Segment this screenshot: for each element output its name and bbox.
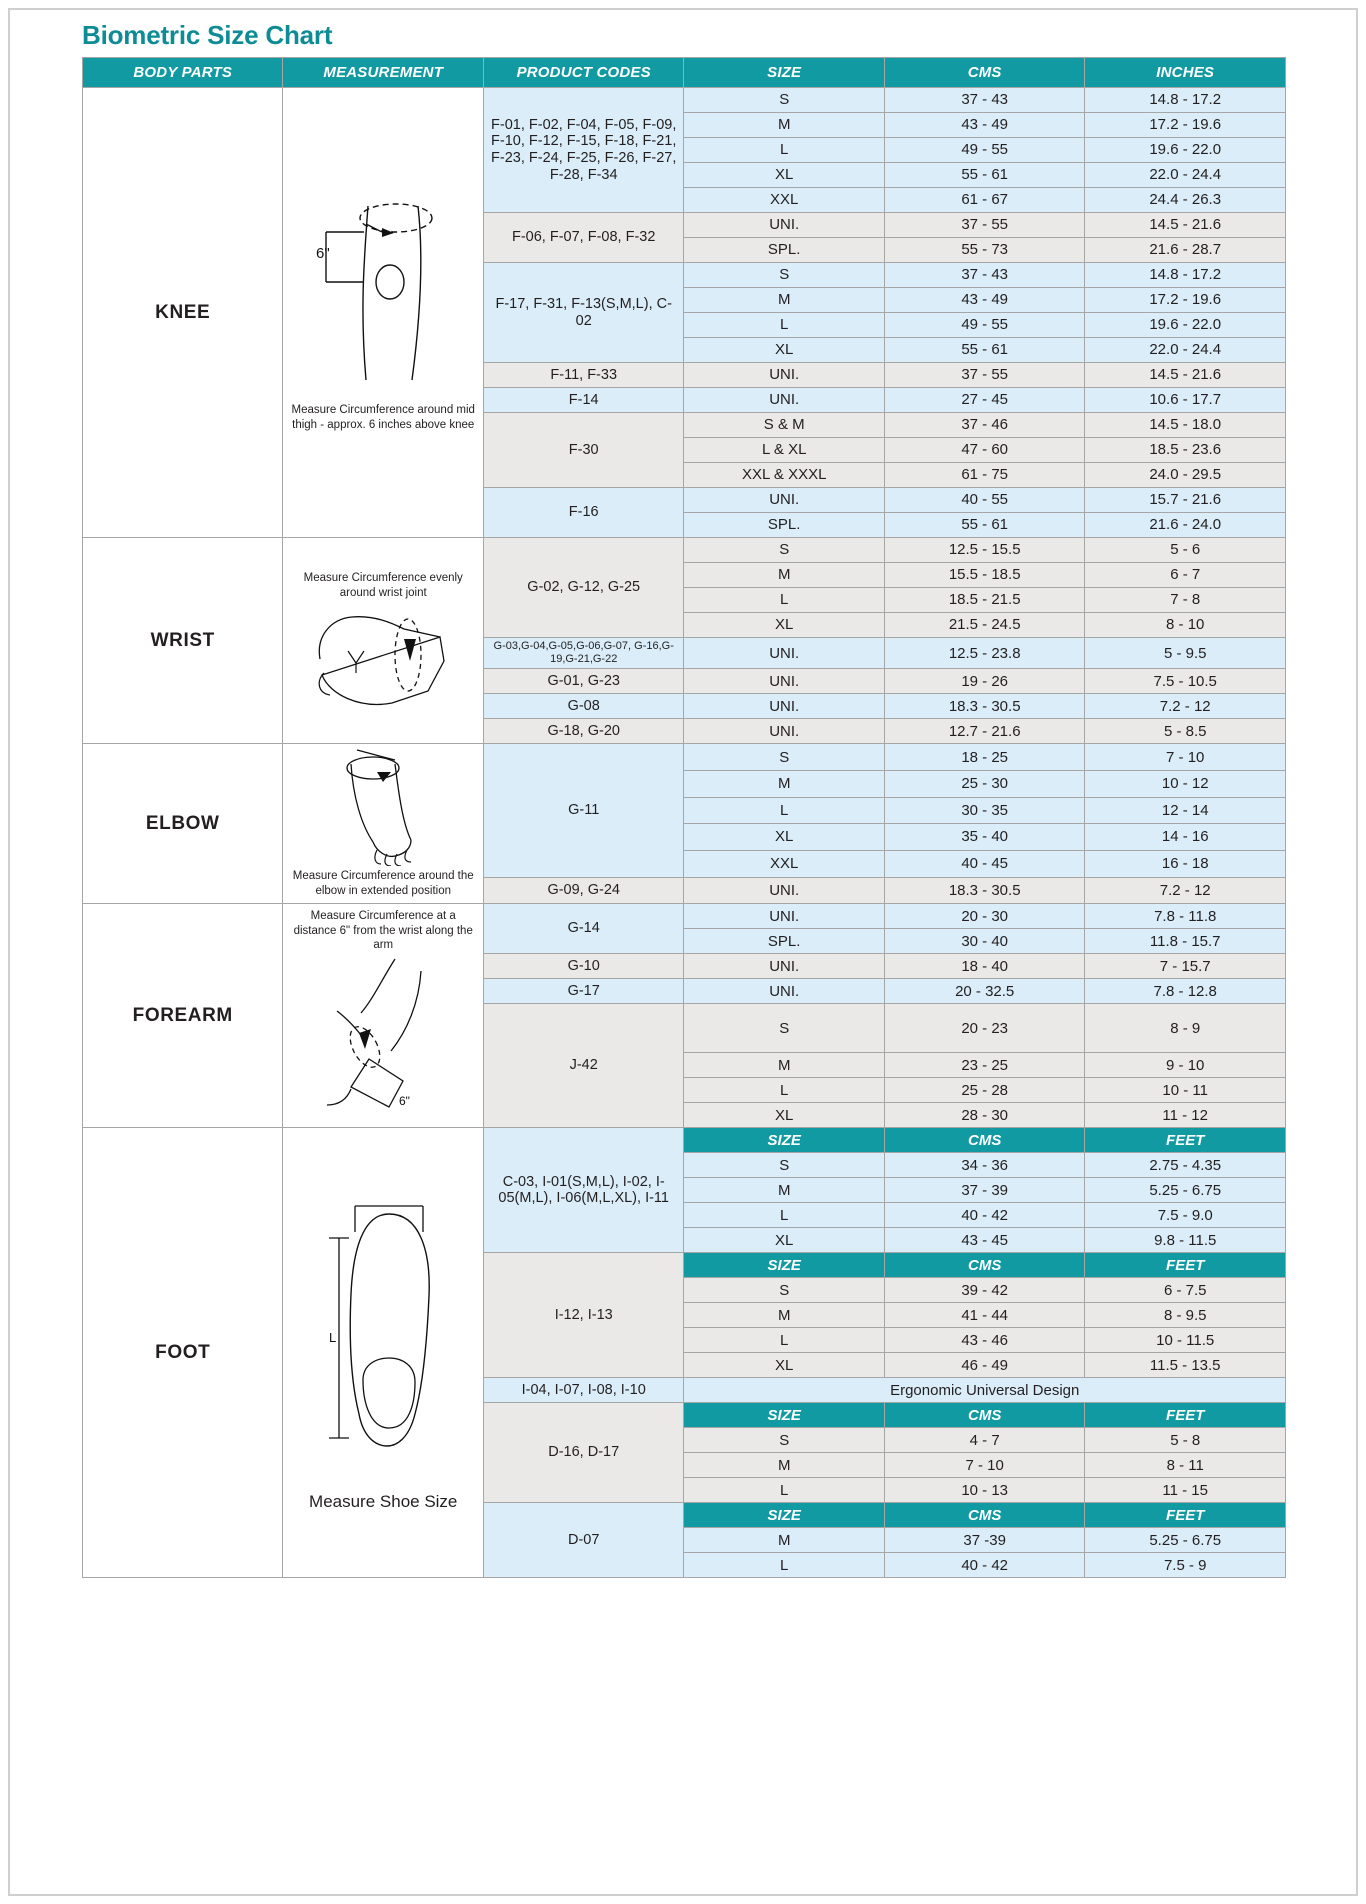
size-cell: M [684,113,884,138]
inches-cell: 10 - 12 [1085,771,1286,798]
cms-cell: 10 - 13 [884,1478,1084,1503]
cms-cell: 28 - 30 [884,1103,1084,1128]
table-row [83,904,1286,929]
subheader-cms: CMS [884,1503,1084,1528]
product-codes-cell: F-11, F-33 [483,363,683,388]
cms-cell: 47 - 60 [884,438,1084,463]
measurement-caption: Measure Circumference at a distance 6" from the wrist along the arm [293,910,473,951]
cms-cell: 55 - 61 [884,338,1084,363]
cms-cell: 30 - 40 [884,929,1084,954]
cms-cell: 40 - 55 [884,488,1084,513]
svg-text:6": 6" [316,245,330,263]
header-size: SIZE [684,58,884,88]
cms-cell: 55 - 61 [884,163,1084,188]
measurement-cell [283,744,483,904]
inches-cell: 5 - 6 [1085,538,1286,563]
cms-cell: 7 - 10 [884,1453,1084,1478]
inches-cell: 14.5 - 21.6 [1085,213,1286,238]
product-codes-cell: I-12, I-13 [483,1253,683,1378]
size-cell: M [684,563,884,588]
cms-cell: 43 - 49 [884,113,1084,138]
size-cell: XL [684,613,884,638]
cms-cell: 15.5 - 18.5 [884,563,1084,588]
size-cell: SPL. [684,929,884,954]
cms-cell: 34 - 36 [884,1153,1084,1178]
cms-cell: 40 - 42 [884,1553,1084,1578]
table-row [83,538,1286,563]
table-row [83,744,1286,771]
subheader-size: SIZE [684,1403,884,1428]
cms-cell: 40 - 45 [884,850,1084,877]
biometric-size-table [82,57,1286,1578]
size-cell: L & XL [684,438,884,463]
size-cell: L [684,1478,884,1503]
size-cell: UNI. [684,904,884,929]
body-part-cell: WRIST [83,538,283,744]
merged-note-cell: Ergonomic Universal Design [684,1378,1286,1403]
inches-cell: 12 - 14 [1085,797,1286,824]
inches-cell: 21.6 - 24.0 [1085,513,1286,538]
inches-cell: 7.2 - 12 [1085,877,1286,904]
size-cell: L [684,138,884,163]
inches-cell: 9 - 10 [1085,1053,1286,1078]
size-cell: M [684,1528,884,1553]
svg-text:6": 6" [399,1094,411,1109]
header-cms: CMS [884,58,1084,88]
measurement-caption: Measure Circumference evenly around wrist joint [303,572,463,599]
cms-cell: 61 - 75 [884,463,1084,488]
cms-cell: 12.5 - 15.5 [884,538,1084,563]
product-codes-cell: G-11 [483,744,683,877]
cms-cell: 18 - 40 [884,954,1084,979]
cms-cell: 21.5 - 24.5 [884,613,1084,638]
cms-cell: 23 - 25 [884,1053,1084,1078]
size-cell: XL [684,338,884,363]
inches-cell: 14.8 - 17.2 [1085,88,1286,113]
product-codes-cell: F-16 [483,488,683,538]
size-cell: L [684,1078,884,1103]
cms-cell: 37 - 55 [884,363,1084,388]
size-cell: M [684,1453,884,1478]
size-cell: S [684,1004,884,1053]
inches-cell: 15.7 - 21.6 [1085,488,1286,513]
inches-cell: 19.6 - 22.0 [1085,138,1286,163]
size-cell: SPL. [684,238,884,263]
table-header-row [83,58,1286,88]
size-cell: L [684,797,884,824]
size-cell: S [684,1428,884,1453]
cms-cell: 37 - 55 [884,213,1084,238]
inches-cell: 7.5 - 10.5 [1085,669,1286,694]
measurement-caption: Measure Shoe Size [309,1492,458,1512]
header-product-codes: PRODUCT CODES [483,58,683,88]
elbow-diagram-icon [303,746,463,866]
body-part-cell: KNEE [83,88,283,538]
inches-cell: 16 - 18 [1085,850,1286,877]
inches-cell: 10 - 11.5 [1085,1328,1286,1353]
cms-cell: 43 - 46 [884,1328,1084,1353]
size-cell: XL [684,1103,884,1128]
cms-cell: 12.5 - 23.8 [884,638,1084,669]
wrist-diagram-icon [308,603,458,713]
inches-cell: 17.2 - 19.6 [1085,113,1286,138]
inches-cell: 7.2 - 12 [1085,694,1286,719]
size-cell: L [684,1553,884,1578]
subheader-feet: FEET [1085,1253,1286,1278]
product-codes-cell: I-04, I-07, I-08, I-10 [483,1378,683,1403]
product-codes-cell: F-17, F-31, F-13(S,M,L), C-02 [483,263,683,363]
size-cell: S [684,538,884,563]
size-cell: S [684,88,884,113]
measurement-cell [283,88,483,538]
cms-cell: 18.5 - 21.5 [884,588,1084,613]
cms-cell: 37 - 43 [884,263,1084,288]
size-cell: UNI. [684,954,884,979]
cms-cell: 49 - 55 [884,138,1084,163]
product-codes-cell: G-01, G-23 [483,669,683,694]
cms-cell: 43 - 49 [884,288,1084,313]
inches-cell: 17.2 - 19.6 [1085,288,1286,313]
size-cell: UNI. [684,979,884,1004]
product-codes-cell: C-03, I-01(S,M,L), I-02, I-05(M,L), I-06(M,L,XL), I-11 [483,1128,683,1253]
cms-cell: 25 - 30 [884,771,1084,798]
product-codes-cell: J-42 [483,1004,683,1128]
inches-cell: 8 - 9.5 [1085,1303,1286,1328]
size-cell: XL [684,824,884,851]
inches-cell: 7 - 10 [1085,744,1286,771]
size-cell: S [684,744,884,771]
cms-cell: 30 - 35 [884,797,1084,824]
inches-cell: 8 - 9 [1085,1004,1286,1053]
size-cell: S [684,1278,884,1303]
inches-cell: 18.5 - 23.6 [1085,438,1286,463]
cms-cell: 39 - 42 [884,1278,1084,1303]
size-cell: SPL. [684,513,884,538]
product-codes-cell: G-18, G-20 [483,719,683,744]
cms-cell: 27 - 45 [884,388,1084,413]
size-cell: UNI. [684,363,884,388]
inches-cell: 24.4 - 26.3 [1085,188,1286,213]
subheader-feet: FEET [1085,1503,1286,1528]
inches-cell: 11 - 12 [1085,1103,1286,1128]
inches-cell: 9.8 - 11.5 [1085,1228,1286,1253]
cms-cell: 12.7 - 21.6 [884,719,1084,744]
cms-cell: 43 - 45 [884,1228,1084,1253]
subheader-feet: FEET [1085,1403,1286,1428]
product-codes-cell: G-09, G-24 [483,877,683,904]
inches-cell: 7 - 15.7 [1085,954,1286,979]
page-title: Biometric Size Chart [82,20,333,50]
foot-diagram-icon [303,1188,463,1488]
body-part-cell: ELBOW [83,744,283,904]
product-codes-cell: D-16, D-17 [483,1403,683,1503]
svg-text:L: L [329,1330,337,1346]
size-cell: M [684,288,884,313]
header-measurement: MEASUREMENT [283,58,483,88]
inches-cell: 22.0 - 24.4 [1085,163,1286,188]
size-cell: XL [684,1353,884,1378]
size-cell: S [684,1153,884,1178]
size-cell: UNI. [684,694,884,719]
inches-cell: 14.5 - 18.0 [1085,413,1286,438]
inches-cell: 8 - 11 [1085,1453,1286,1478]
inches-cell: 6 - 7.5 [1085,1278,1286,1303]
size-cell: XL [684,163,884,188]
inches-cell: 6 - 7 [1085,563,1286,588]
size-cell: UNI. [684,388,884,413]
cms-cell: 37 - 43 [884,88,1084,113]
body-part-cell: FOOT [83,1128,283,1578]
size-cell: M [684,1053,884,1078]
header-inches: INCHES [1085,58,1286,88]
size-cell: S [684,263,884,288]
size-cell: UNI. [684,877,884,904]
inches-cell: 10.6 - 17.7 [1085,388,1286,413]
inches-cell: 5.25 - 6.75 [1085,1528,1286,1553]
product-codes-cell: F-30 [483,413,683,488]
inches-cell: 5 - 8.5 [1085,719,1286,744]
size-cell: XXL [684,850,884,877]
product-codes-cell: F-06, F-07, F-08, F-32 [483,213,683,263]
product-codes-cell: G-17 [483,979,683,1004]
size-cell: UNI. [684,669,884,694]
body-part-cell: FOREARM [83,904,283,1128]
inches-cell: 8 - 10 [1085,613,1286,638]
inches-cell: 7.5 - 9 [1085,1553,1286,1578]
size-cell: M [684,1178,884,1203]
cms-cell: 37 -39 [884,1528,1084,1553]
size-cell: M [684,1303,884,1328]
cms-cell: 49 - 55 [884,313,1084,338]
inches-cell: 11.8 - 15.7 [1085,929,1286,954]
inches-cell: 14 - 16 [1085,824,1286,851]
product-codes-cell: F-14 [483,388,683,413]
size-cell: XXL [684,188,884,213]
subheader-feet: FEET [1085,1128,1286,1153]
cms-cell: 20 - 32.5 [884,979,1084,1004]
size-cell: XL [684,1228,884,1253]
product-codes-cell: G-02, G-12, G-25 [483,538,683,638]
cms-cell: 35 - 40 [884,824,1084,851]
inches-cell: 5 - 9.5 [1085,638,1286,669]
product-codes-cell: G-14 [483,904,683,954]
subheader-cms: CMS [884,1128,1084,1153]
cms-cell: 25 - 28 [884,1078,1084,1103]
size-cell: S & M [684,413,884,438]
cms-cell: 19 - 26 [884,669,1084,694]
size-cell: UNI. [684,213,884,238]
forearm-diagram-icon [303,955,463,1125]
measurement-caption: Measure Circumference around the elbow in extended position [292,870,474,897]
subheader-size: SIZE [684,1253,884,1278]
cms-cell: 40 - 42 [884,1203,1084,1228]
product-codes-cell: D-07 [483,1503,683,1578]
inches-cell: 14.8 - 17.2 [1085,263,1286,288]
inches-cell: 11 - 15 [1085,1478,1286,1503]
size-cell: L [684,313,884,338]
subheader-size: SIZE [684,1503,884,1528]
measurement-caption: Measure Circumference around mid thigh - approx. 6 inches above knee [291,404,475,431]
cms-cell: 55 - 61 [884,513,1084,538]
cms-cell: 37 - 39 [884,1178,1084,1203]
size-cell: L [684,1203,884,1228]
measurement-cell [283,538,483,744]
inches-cell: 5 - 8 [1085,1428,1286,1453]
cms-cell: 18.3 - 30.5 [884,694,1084,719]
subheader-size: SIZE [684,1128,884,1153]
cms-cell: 61 - 67 [884,188,1084,213]
header-body-parts: BODY PARTS [83,58,283,88]
cms-cell: 37 - 46 [884,413,1084,438]
size-cell: UNI. [684,638,884,669]
size-cell: L [684,588,884,613]
inches-cell: 21.6 - 28.7 [1085,238,1286,263]
product-codes-cell: G-03,G-04,G-05,G-06,G-07, G-16,G-19,G-21,G-22 [483,638,683,669]
size-cell: L [684,1328,884,1353]
inches-cell: 11.5 - 13.5 [1085,1353,1286,1378]
table-row [83,88,1286,113]
knee-diagram-icon [308,190,458,400]
size-cell: M [684,771,884,798]
size-cell: UNI. [684,488,884,513]
size-cell: XXL & XXXL [684,463,884,488]
inches-cell: 14.5 - 21.6 [1085,363,1286,388]
subheader-cms: CMS [884,1403,1084,1428]
cms-cell: 18.3 - 30.5 [884,877,1084,904]
inches-cell: 7 - 8 [1085,588,1286,613]
inches-cell: 24.0 - 29.5 [1085,463,1286,488]
inches-cell: 10 - 11 [1085,1078,1286,1103]
cms-cell: 20 - 30 [884,904,1084,929]
table-body [83,88,1286,1578]
cms-cell: 20 - 23 [884,1004,1084,1053]
cms-cell: 18 - 25 [884,744,1084,771]
cms-cell: 41 - 44 [884,1303,1084,1328]
cms-cell: 55 - 73 [884,238,1084,263]
product-codes-cell: G-10 [483,954,683,979]
cms-cell: 46 - 49 [884,1353,1084,1378]
measurement-cell [283,904,483,1128]
inches-cell: 7.5 - 9.0 [1085,1203,1286,1228]
cms-cell: 4 - 7 [884,1428,1084,1453]
inches-cell: 7.8 - 11.8 [1085,904,1286,929]
measurement-cell [283,1128,483,1578]
inches-cell: 7.8 - 12.8 [1085,979,1286,1004]
inches-cell: 22.0 - 24.4 [1085,338,1286,363]
product-codes-cell: F-01, F-02, F-04, F-05, F-09, F-10, F-12, F-15, F-18, F-21, F-23, F-24, F-25, F-26, F-27, F-28, F-34 [483,88,683,213]
product-codes-cell: G-08 [483,694,683,719]
inches-cell: 19.6 - 22.0 [1085,313,1286,338]
size-cell: UNI. [684,719,884,744]
table-row [83,1128,1286,1153]
inches-cell: 5.25 - 6.75 [1085,1178,1286,1203]
subheader-cms: CMS [884,1253,1084,1278]
inches-cell: 2.75 - 4.35 [1085,1153,1286,1178]
